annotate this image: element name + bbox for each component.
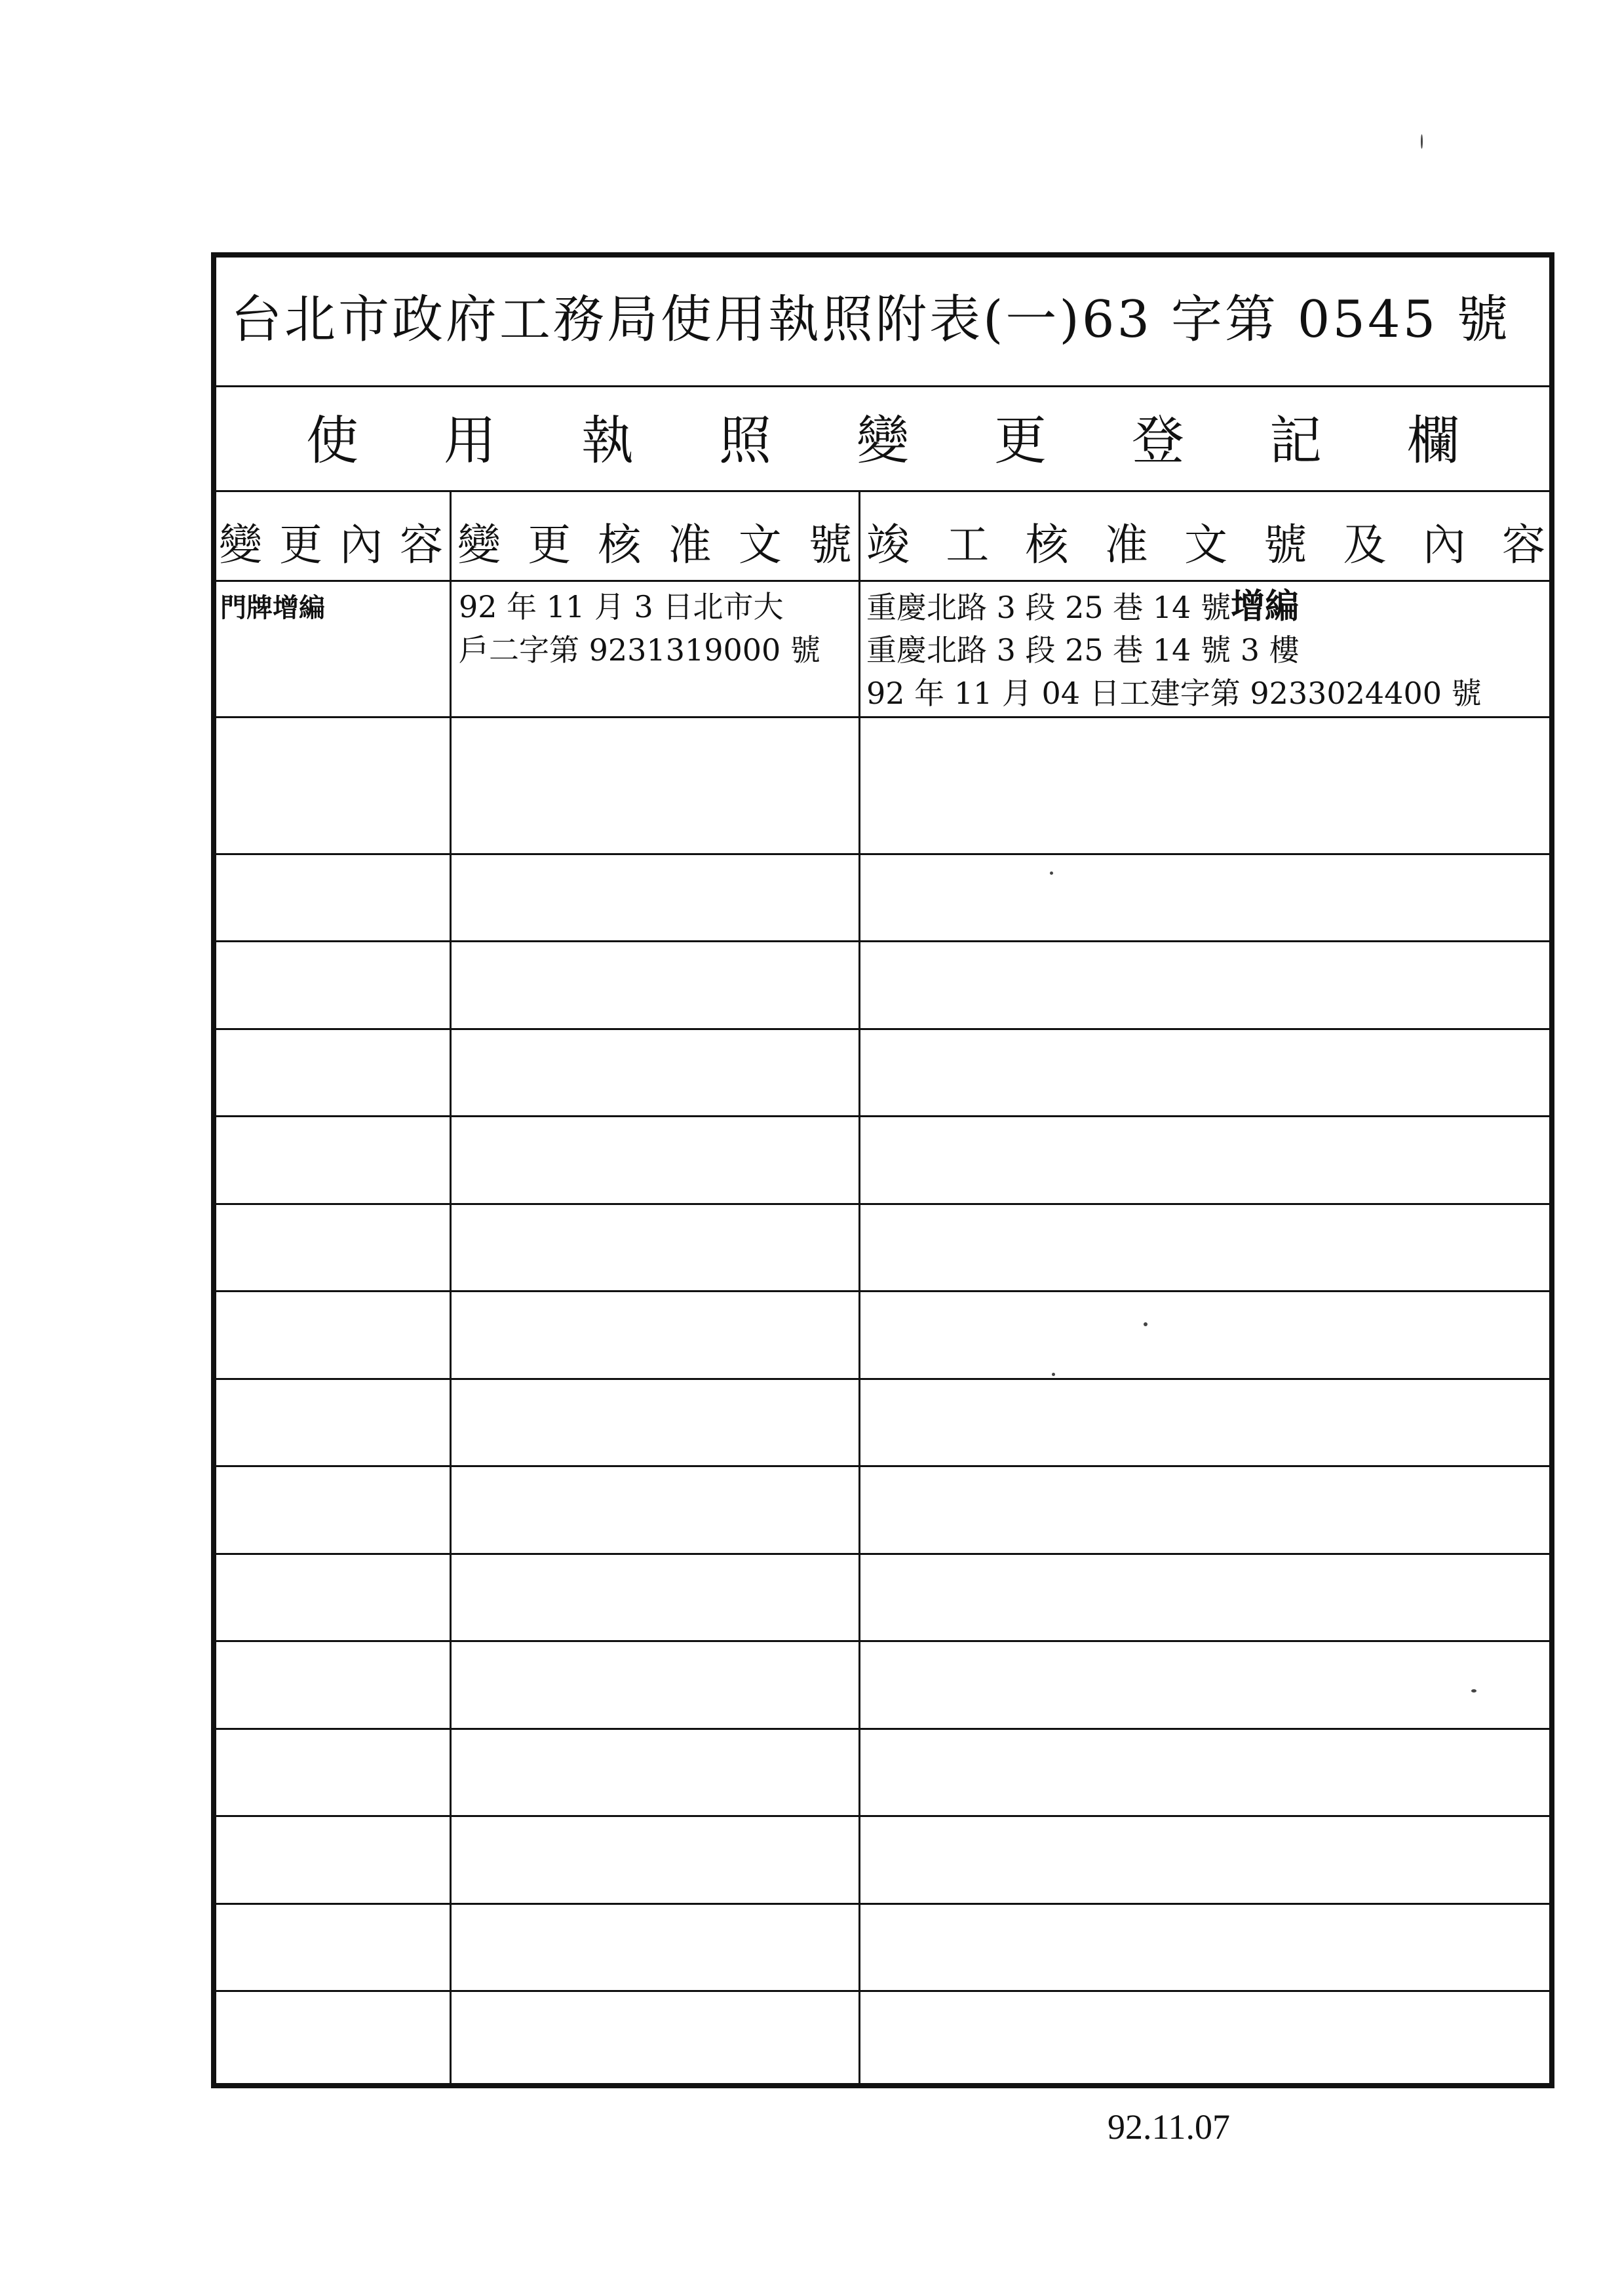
row-divider — [211, 1028, 1554, 1030]
heading-char: 執 — [581, 410, 634, 471]
heading-char: 記 — [1269, 410, 1322, 471]
register-form — [211, 252, 1554, 2088]
row-divider — [211, 1815, 1554, 1817]
print-date: 92.11.07 — [1108, 2107, 1230, 2147]
entry-completion-emphasis: 增編 — [1231, 587, 1300, 626]
row-divider — [211, 1203, 1554, 1205]
row-divider — [211, 1553, 1554, 1555]
heading-char: 用 — [444, 410, 496, 471]
row-divider — [211, 716, 1554, 718]
scan-speck — [1050, 871, 1053, 875]
heading-divider — [211, 490, 1554, 492]
entry-completion-line-2: 重慶北路 3 段 25 巷 14 號 3 樓 — [866, 632, 1300, 668]
row-divider — [211, 1728, 1554, 1730]
header-completion-details: 竣 工 核 准 文 號 及 內 容 — [866, 519, 1545, 570]
row-divider — [211, 1378, 1554, 1380]
header-divider — [211, 580, 1554, 582]
row-divider — [211, 1640, 1554, 1642]
title-divider — [211, 385, 1554, 387]
row-divider — [211, 1290, 1554, 1292]
column-separator — [450, 490, 452, 2088]
entry-content: 門牌增編 — [220, 593, 325, 623]
heading-char: 欄 — [1407, 410, 1459, 471]
header-change-content: 變 更 內 容 — [219, 519, 443, 570]
column-separator — [858, 490, 860, 2088]
heading-char: 照 — [719, 410, 771, 471]
scan-speck — [1471, 1689, 1476, 1693]
scan-speck — [1052, 1373, 1055, 1376]
register-heading — [211, 393, 1554, 478]
heading-char: 使 — [306, 410, 358, 471]
entry-completion-line-1: 重慶北路 3 段 25 巷 14 號增編 — [866, 587, 1300, 626]
scan-speck — [1144, 1322, 1148, 1326]
form-title: 台北市政府工務局使用執照附表(一)63 字第 0545 號 — [231, 290, 1511, 349]
scan-speck — [1421, 134, 1423, 149]
heading-char: 登 — [1132, 410, 1184, 471]
entry-approval-line-1: 92 年 11 月 3 日北市大 — [459, 589, 784, 624]
row-divider — [211, 853, 1554, 855]
heading-char: 更 — [994, 410, 1047, 471]
entry-completion-line-3: 92 年 11 月 04 日工建字第 9233024400 號 — [866, 676, 1482, 711]
row-divider — [211, 940, 1554, 942]
header-approval-number: 變 更 核 准 文 號 — [457, 519, 852, 570]
row-divider — [211, 1115, 1554, 1117]
row-divider — [211, 1990, 1554, 1992]
row-divider — [211, 1465, 1554, 1467]
row-divider — [211, 1903, 1554, 1905]
entry-approval-line-2: 戶二字第 9231319000 號 — [459, 632, 820, 668]
heading-char: 變 — [857, 410, 909, 471]
